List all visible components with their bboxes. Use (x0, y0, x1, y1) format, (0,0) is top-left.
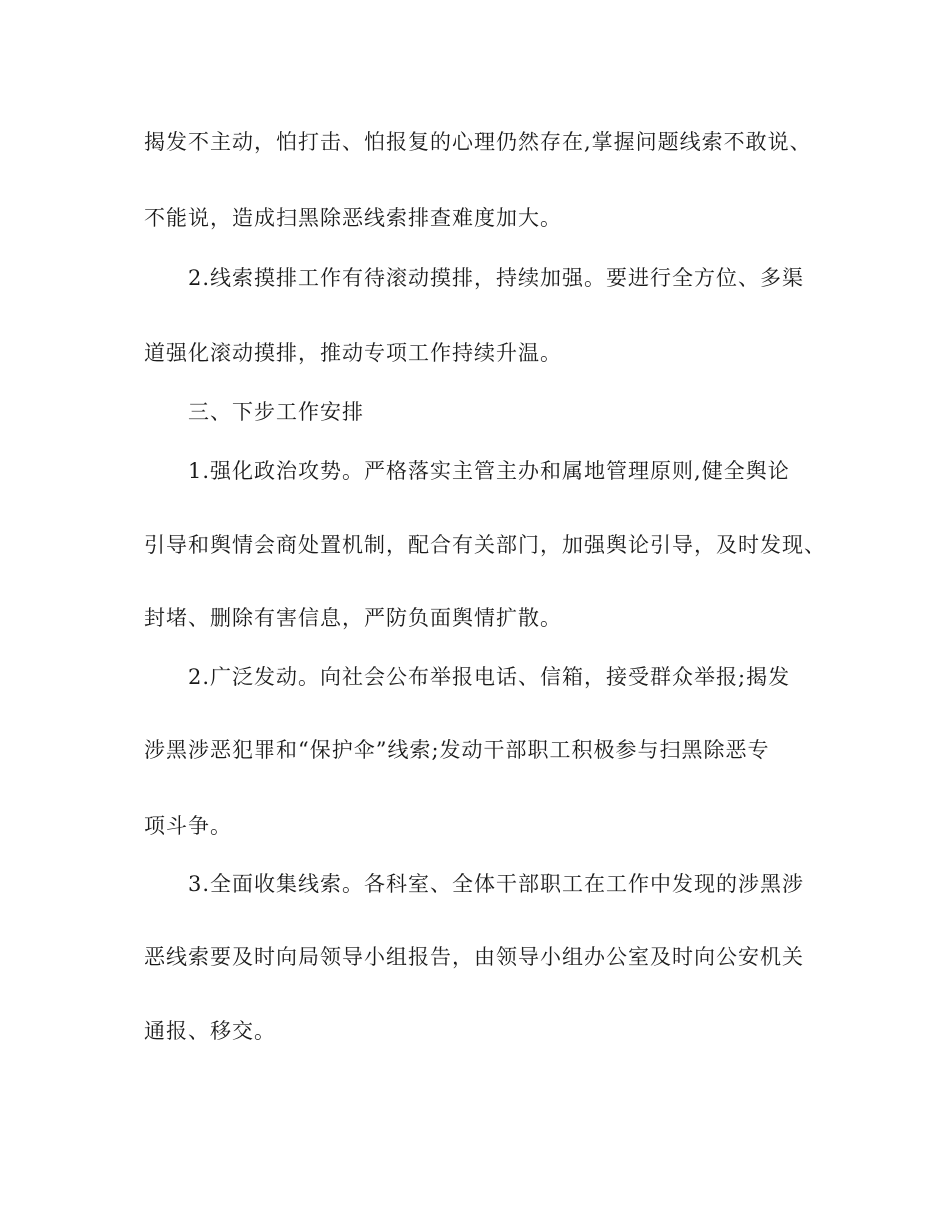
paragraph-start: 3.全面收集线索。各科室、全体干部职工在工作中发现的涉黑涉 (188, 872, 805, 896)
text-line: 通报、移交。 (144, 1019, 276, 1043)
text-line: 封堵、删除有害信息，严防负面舆情扩散。 (144, 606, 562, 630)
text-line: 引导和舆情会商处置机制，配合有关部门，加强舆论引导，及时发现、 (144, 533, 826, 557)
text-line: 道强化滚动摸排，推动专项工作持续升温。 (144, 341, 562, 365)
section-heading: 三、下步工作安排 (188, 400, 364, 424)
text-line: 恶线索要及时向局领导小组报告，由领导小组办公室及时向公安机关 (144, 945, 804, 969)
text-line: 揭发不主动，怕打击、怕报复的心理仍然存在,掌握问题线索不敢说、 (144, 130, 812, 154)
text-line: 不能说，造成扫黑除恶线索排查难度加大。 (144, 206, 562, 230)
text-line: 项斗争。 (144, 814, 232, 838)
paragraph-start: 2.线索摸排工作有待滚动摸排，持续加强。要进行全方位、多渠 (188, 266, 805, 290)
text-line: 涉黑涉恶犯罪和“保护伞”线索;发动干部职工积极参与扫黑除恶专 (144, 738, 770, 762)
paragraph-start: 1.强化政治攻势。严格落实主管主办和属地管理原则,健全舆论 (188, 459, 790, 483)
paragraph-start: 2.广泛发动。向社会公布举报电话、信箱，接受群众举报;揭发 (188, 665, 791, 689)
